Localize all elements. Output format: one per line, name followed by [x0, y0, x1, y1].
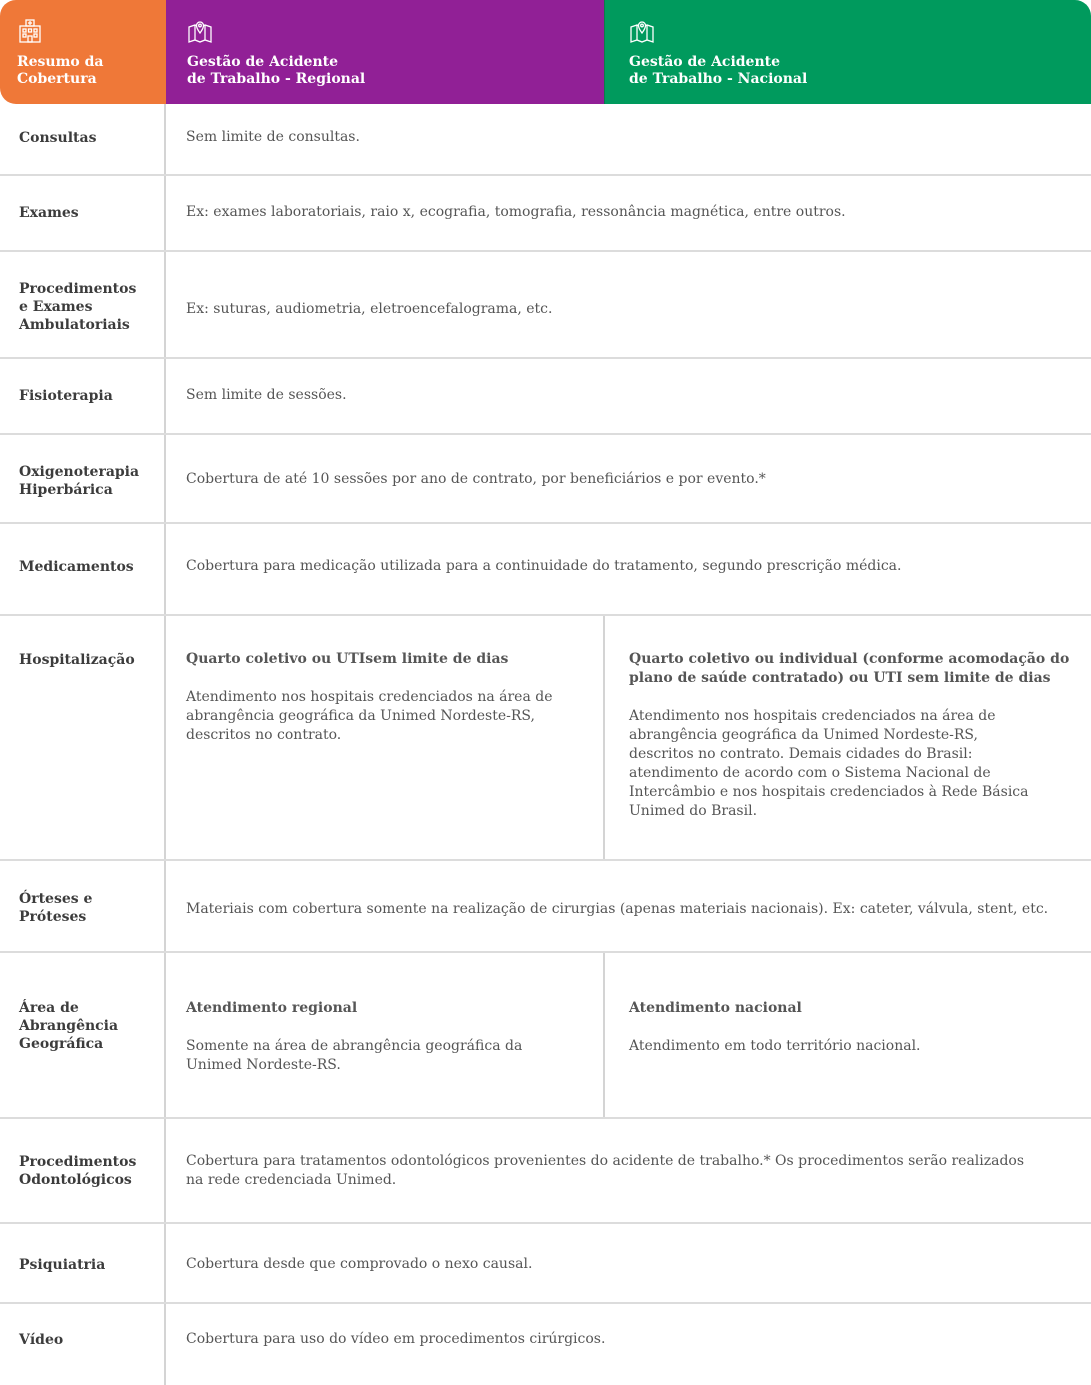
- row-content: Cobertura para medicação utilizada para a continuidade do tratamento, segundo prescrição médica.: [186, 558, 902, 574]
- header-nacional: [604, 0, 1091, 104]
- table-row-medicamentos: [0, 524, 1091, 616]
- table-row-video: [0, 1304, 1091, 1385]
- header-resumo-cobertura: [0, 0, 166, 104]
- map-pin-icon: [629, 18, 655, 44]
- nacional-title: Quarto coletivo ou individual (conforme acomodação do plano de saúde contratado) ou UTI sem limite de dias: [629, 651, 1070, 686]
- row-label: Exames: [19, 205, 79, 221]
- header-col3-label: Gestão de Acidente de Trabalho - Nacional: [629, 54, 808, 87]
- table-row-orteses: [0, 861, 1091, 953]
- row-label: Órteses e Próteses: [19, 891, 93, 925]
- row-label: Fisioterapia: [19, 388, 113, 404]
- regional-text: Atendimento nos hospitais credenciados na área de abrangência geográfica da Unimed Nordeste-RS, descritos no contrato.: [186, 689, 553, 743]
- row-content: Cobertura desde que comprovado o nexo causal.: [186, 1256, 533, 1272]
- table-row-exames: [0, 176, 1091, 252]
- table-row-consultas: [0, 104, 1091, 176]
- table-row-odontologicos: [0, 1119, 1091, 1224]
- row-label: Procedimentos Odontológicos: [19, 1154, 137, 1188]
- row-label: Consultas: [19, 130, 97, 146]
- row-content: Cobertura para tratamentos odontológicos provenientes do acidente de trabalho.* Os procedimentos serão realizados na rede credenciada Unimed.: [186, 1153, 1025, 1188]
- header-col2-label: Gestão de Acidente de Trabalho - Regional: [187, 54, 366, 87]
- regional-title: Quarto coletivo ou UTIsem limite de dias: [186, 651, 509, 667]
- row-content: Cobertura para uso do vídeo em procedimentos cirúrgicos.: [186, 1331, 606, 1347]
- row-label: Psiquiatria: [19, 1257, 106, 1273]
- row-label: Procedimentos e Exames Ambulatoriais: [19, 281, 137, 333]
- row-label: Medicamentos: [19, 559, 134, 575]
- header-regional: [166, 0, 604, 104]
- header-col1-label: Resumo da Cobertura: [17, 54, 104, 87]
- row-content: Ex: suturas, audiometria, eletroencefalograma, etc.: [186, 301, 553, 317]
- row-content: Sem limite de consultas.: [186, 129, 360, 145]
- table-row-area-abrangencia: [0, 953, 1091, 1119]
- table-row-psiquiatria: [0, 1224, 1091, 1304]
- column-divider: [603, 953, 605, 1117]
- row-content: Cobertura de até 10 sessões por ano de contrato, por beneficiários e por evento.*: [186, 471, 766, 487]
- row-label: Oxigenoterapia Hiperbárica: [19, 464, 140, 498]
- table-row-fisioterapia: [0, 359, 1091, 435]
- row-content: Sem limite de sessões.: [186, 387, 347, 403]
- table-row-procedimentos: [0, 252, 1091, 359]
- nacional-title: Atendimento nacional: [629, 1000, 802, 1016]
- row-content: Materiais com cobertura somente na realização de cirurgias (apenas materiais nacionais). Ex: cateter, válvula, stent, etc.: [186, 901, 1049, 917]
- regional-title: Atendimento regional: [186, 1000, 358, 1016]
- table-header: [0, 0, 1091, 104]
- table-row-hospitalizacao: [0, 616, 1091, 861]
- row-label: Hospitalização: [19, 652, 135, 668]
- hospital-icon: [17, 18, 43, 44]
- regional-text: Somente na área de abrangência geográfica da Unimed Nordeste-RS.: [186, 1038, 523, 1073]
- table-row-oxigenoterapia: [0, 435, 1091, 524]
- row-label: Vídeo: [19, 1332, 64, 1348]
- nacional-text: Atendimento em todo território nacional.: [629, 1038, 921, 1054]
- nacional-text: Atendimento nos hospitais credenciados na área de abrangência geográfica da Unimed Nordeste-RS, descritos no contrato. Demais cidades do Brasil: atendimento de acordo com o Sistema Nacional de Intercâmbio e nos hospitais credenciados à Rede Básica Unimed do Brasil.: [629, 708, 1029, 819]
- column-divider: [603, 616, 605, 859]
- row-content: Ex: exames laboratoriais, raio x, ecografia, tomografia, ressonância magnética, entre outros.: [186, 204, 846, 220]
- row-label: Área de Abrangência Geográfica: [19, 1000, 119, 1052]
- map-pin-icon: [187, 18, 213, 44]
